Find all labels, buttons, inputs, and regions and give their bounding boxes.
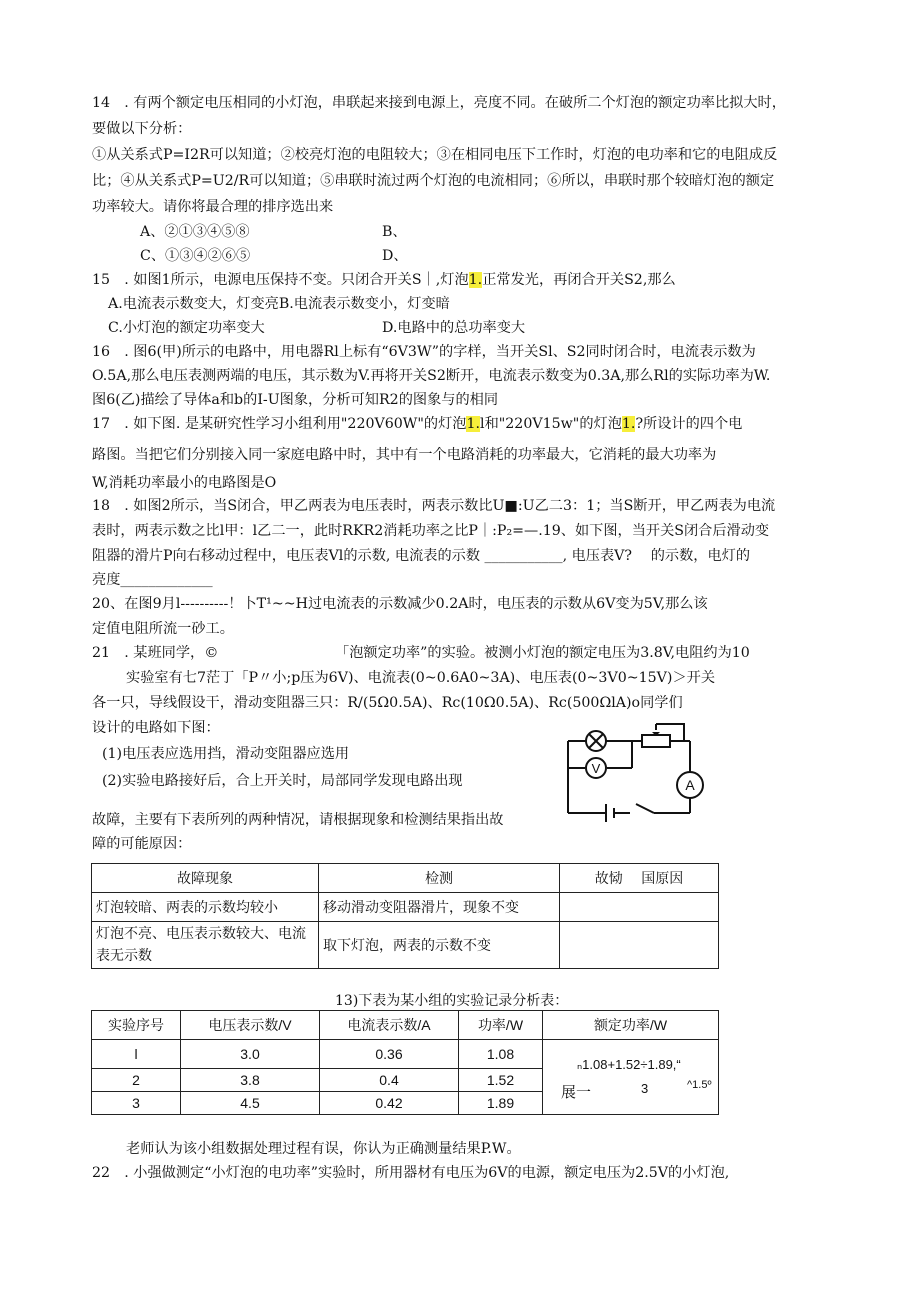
q20-line-2: 定值电阻所流一砂工。 [92,621,234,637]
q20-line-1: 20、在图9月l----------！卜T¹~~H过电流表的示数减少0.2A时，电压表的示数从6V变为5V,那么该 [92,596,708,612]
fault-row2-cause[interactable] [560,922,719,969]
q22-line-1: 22 . 小强做测定“小灯泡的电功率”实验时，所用器材有电压为6V的电源，额定电压为2.5V的小灯泡, [92,1165,730,1181]
rated-power-cell [543,1040,719,1115]
fault-table-header [92,864,719,893]
record-cell: 3.8 [181,1069,320,1092]
rated-formula-right: ^1.5º [687,1079,712,1091]
q15-option-c: C.小灯泡的额定功率变大 [108,320,265,336]
q21-sub-1: (1)电压表应选用挡，滑动变阻器应选用 [102,746,350,762]
rated-formula-top: ₙ1.08+1.52÷1.89,“ [577,1057,681,1072]
q21-line-6: 障的可能原因： [92,836,192,852]
q17-highlight-2: 1. [621,416,636,432]
record-cell: 1.52 [459,1069,543,1092]
fault-row1-cause[interactable] [560,893,719,922]
q17-highlight-1: 1. [466,416,481,432]
q14-line-5: 功率较大。请你将最合理的排序选出来 [92,199,334,215]
fault-row1-check: 移动滑动变阻器滑片，现象不变 [319,893,560,922]
rated-formula-mid: 3 [641,1081,649,1096]
fault-header-phenomenon: 故障现象 [92,864,319,893]
fault-row1-phenomenon: 灯泡较暗、两表的示数均较小 [92,893,319,922]
q21-line-4: 设计的电路如下图： [92,720,220,736]
record-cell: 4.5 [181,1092,320,1115]
q17-line-3: W,消耗功率最小的电路图是O [92,475,277,491]
record-cell: 0.4 [320,1069,459,1092]
q14-line-2: 要做以下分析： [92,121,192,137]
record-cell: 3.0 [181,1040,320,1069]
record-cell: 3 [92,1092,181,1115]
record-header-power: 功率/W [459,1011,543,1040]
ammeter-label: A [685,777,695,793]
q14-option-b: B、 [382,224,407,240]
record-header-current: 电流表示数/A [320,1011,459,1040]
record-table-caption: 13)下表为某小组的实验记录分析表： [335,993,569,1009]
q14-option-c: C、①③④②⑥⑤ [140,248,251,264]
fault-row2-phenomenon: 灯泡不亮、电压表示数较大、电流表无示数 [92,922,319,969]
q21-line-2: 实验室有七7茫丁「P〃小;p压为6V)、电流表(0~0.6A0~3A)、电压表(0~3V0~15V)＞开关 [126,670,716,686]
q15-text-a: 15 . 如图1所示，电源电压保持不变。只闭合开关S｜,灯泡 [92,272,469,288]
q14-option-d: D、 [382,248,408,264]
q21-line-1a: 21 . 某班同学，© [92,645,219,661]
q21-line-3: 各一只，导线假设干，滑动变阻器三只：R/(5Ω0.5A)、Rc(10Ω0.5A)、Rc(500ΩlA)o同学们 [92,695,683,711]
q16-line-1: 16 . 图6(甲)所示的电路中，用电器Rl上标有“6V3W”的字样，当开关Sl、S2同时闭合时，电流表示数为 [92,344,756,360]
q18-line-4: 亮度_____________ [92,572,213,588]
q17-text-c: ?所设计的四个电 [635,416,743,432]
record-header-index: 实验序号 [92,1011,181,1040]
record-header-rated: 额定功率/W [543,1011,719,1040]
record-cell: 1.08 [459,1040,543,1069]
q14-option-a: A、②①③④⑤⑧ [140,224,250,240]
fault-header-cause: 故恸 国原因 [560,864,719,893]
fault-header-check: 检测 [319,864,560,893]
q15-option-d: D.电路中的总功率变大 [382,320,526,336]
q14-line-1: 14 . 有两个额定电压相同的小灯泡，串联起来接到电源上，亮度不同。在破所二个灯泡的额定功率比拟大时， [92,95,786,111]
table-row [92,1040,719,1069]
q17-line-1 [92,414,742,434]
circuit-diagram [560,716,710,828]
q15-highlight: 1. [468,272,483,288]
record-cell: 0.42 [320,1092,459,1115]
voltmeter-label: V [591,761,601,776]
record-cell: 2 [92,1069,181,1092]
q21-line-1b: 「泡额定功率”的实验。被测小灯泡的额定电压为3.8V,电阻约为10 [335,645,750,661]
record-table [91,1010,719,1115]
q16-line-2: O.5A,那么电压表测两端的电压，其示数为V.再将开关S2断开，电流表示数变为0.3A,那么Rl的实际功率为W. [92,368,771,384]
q14-line-3: ①从关系式P=I2R可以知道；②校亮灯泡的电阻较大；③在相同电压下工作时，灯泡的电功率和它的电阻成反 [92,147,778,163]
rated-formula-left: 展一 [561,1083,592,1101]
q17-line-2: 路图。当把它们分别接入同一家庭电路中时，其中有一个电路消耗的功率最大，它消耗的最大功率为 [92,447,717,463]
record-cell: 0.36 [320,1040,459,1069]
teacher-remark: 老师认为该小组数据处理过程有误，你认为正确测量结果P.W。 [126,1141,521,1157]
fault-row2-check: 取下灯泡，两表的示数不变 [319,922,560,969]
q15-text-b: 正常发光，再闭合开关S2,那么 [482,272,676,288]
table-row [92,922,719,969]
table-row [92,893,719,922]
record-header-row [92,1011,719,1040]
record-cell: 1.89 [459,1092,543,1115]
record-header-voltage: 电压表示数/V [181,1011,320,1040]
q14-line-4: 比；④从关系式P=U2/R可以知道；⑤串联时流过两个灯泡的电流相同；⑥所以，串联时那个较暗灯泡的额定 [92,173,775,189]
q18-line-2: 表时，两表示数之比l甲：l乙二一，此时RKR2消耗功率之比P｜:P₂=—.19、如下图，当开关S闭合后滑动变 [92,523,770,539]
q21-sub-2: (2)实验电路接好后，合上开关时，局部同学发现电路出现 [102,773,463,789]
q17-text-b: l和"220V15w"的灯泡 [480,416,622,432]
fault-table [91,863,719,969]
q17-text-a: 17 . 如下图. 是某研究性学习小组利用"220V60W"的灯泡 [92,416,467,432]
q21-line-5: 故障，主要有下表所列的两种情况，请根据现象和检测结果指出故 [92,812,504,828]
record-cell: l [92,1040,181,1069]
q18-line-1: 18 . 如图2所示，当S闭合，甲乙两表为电压表时，两表示数比U■:U乙二3：1；当S断开，甲乙两表为电流 [92,498,776,514]
q16-line-3: 图6(乙)描绘了导体a和b的I-U图象，分析可知R2的图象与的相同 [92,392,499,408]
q18-line-3: 阻器的滑片P向右移动过程中，电压表Vl的示数, 电流表的示数 ___________, 电压表V? 的示数，电灯的 [92,548,751,564]
q15-line-1 [92,270,676,290]
q15-option-ab: A.电流表示数变大，灯变亮B.电流表示数变小，灯变暗 [108,296,450,312]
